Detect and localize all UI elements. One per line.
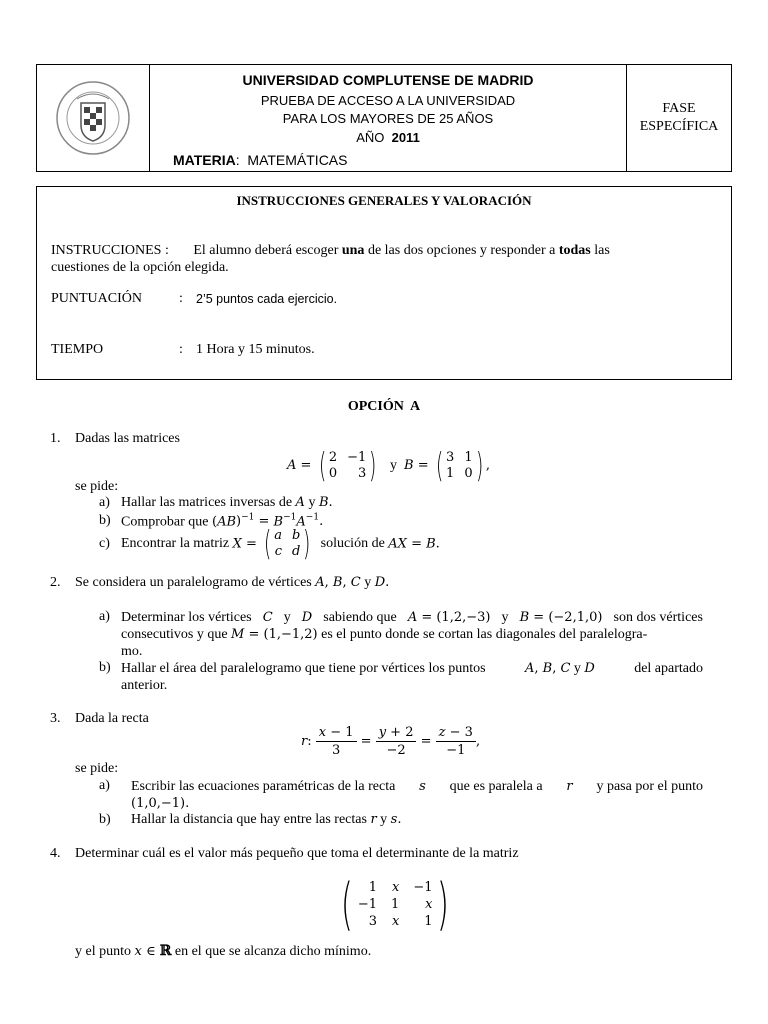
time-label: TIEMPO: [51, 342, 104, 357]
q4-matrix-cell: −1: [413, 880, 433, 895]
year-value: 2011: [391, 130, 420, 145]
q2-a: Determinar los vértices C y D sabiendo que A = (1,2,−3) y B = (−2,1,0) son dos vértices consecutivos y que M = (1,−1,2) es el punto donde se cortan las diagonales del paralelogra- mo.: [121, 610, 703, 659]
q1-b: Comprobar que $(AB)^{-1} = B^{-1}A^{-1}$.: [121, 513, 324, 530]
instructions-text: [51, 242, 715, 276]
q3-b-text: Hallar la distancia que hay entre las rectas: [131, 812, 367, 827]
q1-b-marker: b): [99, 513, 111, 528]
q3-a: Escribir las ecuaciones paramétricas de la recta s que es paralela a r y pasa por el punto (1,0,−1).: [131, 779, 703, 811]
q3-a-text-2: que es paralela a: [449, 779, 543, 794]
score-value: 2’5 puntos cada ejercicio.: [196, 292, 338, 306]
q4-matrix-cell: x: [391, 914, 400, 929]
q4-matrix-cell: 1: [368, 880, 378, 895]
matrix-a-cell: 2: [328, 450, 338, 465]
instr-text-b: de las dos opciones y responder a: [367, 243, 556, 258]
q2-a-line3: mo.: [121, 644, 143, 659]
q3-a-text-3: y pasa por el punto: [596, 779, 703, 794]
q1-matrices: A = ( 2 −1 0 3 ) y B = ( 3 1 1 0 ) ,: [287, 446, 491, 486]
matrix-b-cell: 0: [464, 466, 473, 481]
time-colon: :: [179, 342, 183, 357]
q4-matrix-cell: 1: [424, 914, 433, 929]
phase-label: [627, 100, 731, 136]
q4-matrix: ( 1 x −1 −1 1 x 3 x 1 ): [340, 872, 450, 937]
instr-bold-todas: todas: [558, 243, 591, 258]
q2-a-text-1: Determinar los vértices: [121, 610, 252, 625]
instr-line-2: cuestiones de la opción elegida.: [51, 260, 229, 275]
instr-bold-una: una: [341, 243, 365, 258]
q2-number: 2.: [50, 575, 61, 590]
q1-b-text: Comprobar que: [121, 514, 209, 530]
instructions-title: INSTRUCCIONES GENERALES Y VALORACIÓN: [236, 193, 532, 208]
q3-line-equation: r: $\frac{x - 1}{3}$ = $\frac{y + 2}{-2}$ = $\frac{z - 3}{-1}$ ,: [301, 725, 481, 758]
q2-b-text: Hallar el área del paralelogramo que tiene por vértices los puntos: [121, 661, 486, 676]
header-table: [36, 64, 732, 172]
phase-line-1: FASE: [662, 101, 696, 116]
time-value: 1 Hora y 15 minutos.: [196, 342, 315, 357]
logo-cell: [37, 65, 150, 171]
q3-number: 3.: [50, 711, 61, 726]
q2-b: Hallar el área del paralelogramo que tiene por vértices los puntos A, B, C y D del apartado anterior.: [121, 661, 703, 693]
q1-ask: se pide:: [75, 479, 119, 494]
q2-a-text-2: sabiendo que: [323, 610, 397, 625]
option-title: OPCIÓN A: [347, 399, 421, 414]
q3-b: Hallar la distancia que hay entre las rectas r y s.: [131, 812, 402, 827]
q4-matrix-cell: 1: [391, 897, 400, 912]
q4-matrix-cell: x: [425, 897, 433, 912]
q1-c-text: Encontrar la matriz: [121, 536, 230, 551]
q3-a-point: (1,0,−1).: [131, 796, 190, 811]
matrix-x-cell: d: [292, 544, 301, 559]
score-label: PUNTUACIÓN: [51, 291, 142, 306]
q2-a-line2b: es el punto donde se cortan las diagonales del paralelogra-: [321, 627, 648, 642]
q3-ask: se pide:: [75, 761, 119, 776]
q4-tail: y el punto x ∈ ℝ en el que se alcanza dicho mínimo.: [75, 943, 372, 959]
q3-a-marker: a): [99, 778, 110, 793]
instr-text-c: las: [594, 243, 610, 258]
instr-label: INSTRUCCIONES :: [51, 243, 169, 258]
instr-text-a: El alumno deberá escoger: [193, 243, 339, 258]
q4-tail-a: y el punto: [75, 944, 131, 959]
q4-matrix-cell: 3: [368, 914, 378, 929]
q2-a-line2a: consecutivos y que: [121, 627, 228, 642]
q3-a-text-1: Escribir las ecuaciones paramétricas de la recta: [131, 779, 396, 794]
matrix-b-cell: 1: [446, 466, 455, 481]
q1-c-marker: c): [99, 536, 110, 551]
q4-matrix-cell: −1: [357, 897, 378, 912]
exam-year: [149, 130, 627, 145]
q1-c: Encontrar la matriz X = ( a b c d ) solución de AX = B.: [121, 524, 440, 564]
subject-value: MATEMÁTICAS: [247, 152, 348, 168]
exam-line-2: PARA LOS MAYORES DE 25 AÑOS: [282, 111, 494, 126]
matrix-a-cell: 0: [328, 466, 338, 481]
q1-number: 1.: [50, 431, 61, 446]
q4-tail-b: en el que se alcanza dicho mínimo.: [174, 944, 372, 959]
phase-line-2: ESPECÍFICA: [639, 119, 719, 134]
q2-a-text-3: son dos vértices: [613, 610, 703, 625]
matrix-x-cell: a: [274, 528, 283, 543]
q2-intro: Se considera un paralelogramo de vértices A, B, C y D.: [75, 575, 390, 590]
university-seal-logo: [37, 65, 149, 171]
q3-intro: Dada la recta: [75, 711, 149, 726]
q1-a-marker: a): [99, 495, 110, 510]
instructions-box: [36, 186, 732, 380]
phase-cell: [626, 65, 731, 171]
matrix-a-cell: 3: [358, 466, 367, 481]
matrix-x-cell: c: [274, 544, 283, 559]
score-colon: :: [179, 291, 183, 306]
q3-b-marker: b): [99, 812, 111, 827]
subject-line: MATERIA: MATEMÁTICAS: [173, 152, 348, 168]
q1-intro: Dadas las matrices: [75, 431, 180, 446]
q1-a-text: Hallar las matrices inversas de: [121, 495, 293, 510]
q1-a: Hallar las matrices inversas de A y B.: [121, 495, 333, 510]
title-cell: [149, 65, 627, 171]
q4-number: 4.: [50, 846, 61, 861]
q4-matrix-grid: [358, 879, 433, 930]
subject-label: MATERIA: [173, 152, 236, 168]
q2-b-marker: b): [99, 660, 111, 675]
q1-c-tail: solución de: [320, 536, 385, 551]
q2-a-marker: a): [99, 609, 110, 624]
q2-b-tail: del apartado: [634, 661, 703, 676]
university-name: UNIVERSIDAD COMPLUTENSE DE MADRID: [242, 72, 534, 88]
q4-matrix-cell: x: [391, 880, 400, 895]
year-label: AÑO: [356, 130, 385, 145]
matrix-b: [446, 450, 473, 482]
matrix-x: [274, 528, 300, 560]
q2-intro-text: Se considera un paralelogramo de vértices: [75, 575, 312, 590]
exam-line-1: PRUEBA DE ACCESO A LA UNIVERSIDAD: [260, 93, 516, 108]
matrix-a-cell: −1: [347, 450, 367, 465]
matrix-b-cell: 1: [464, 450, 473, 465]
q4-intro: Determinar cuál es el valor más pequeño que toma el determinante de la matriz: [75, 846, 519, 861]
q2-b-line2: anterior.: [121, 678, 168, 693]
matrix-x-cell: b: [292, 528, 301, 543]
matrix-a: [329, 450, 366, 482]
matrix-b-cell: 3: [446, 450, 455, 465]
